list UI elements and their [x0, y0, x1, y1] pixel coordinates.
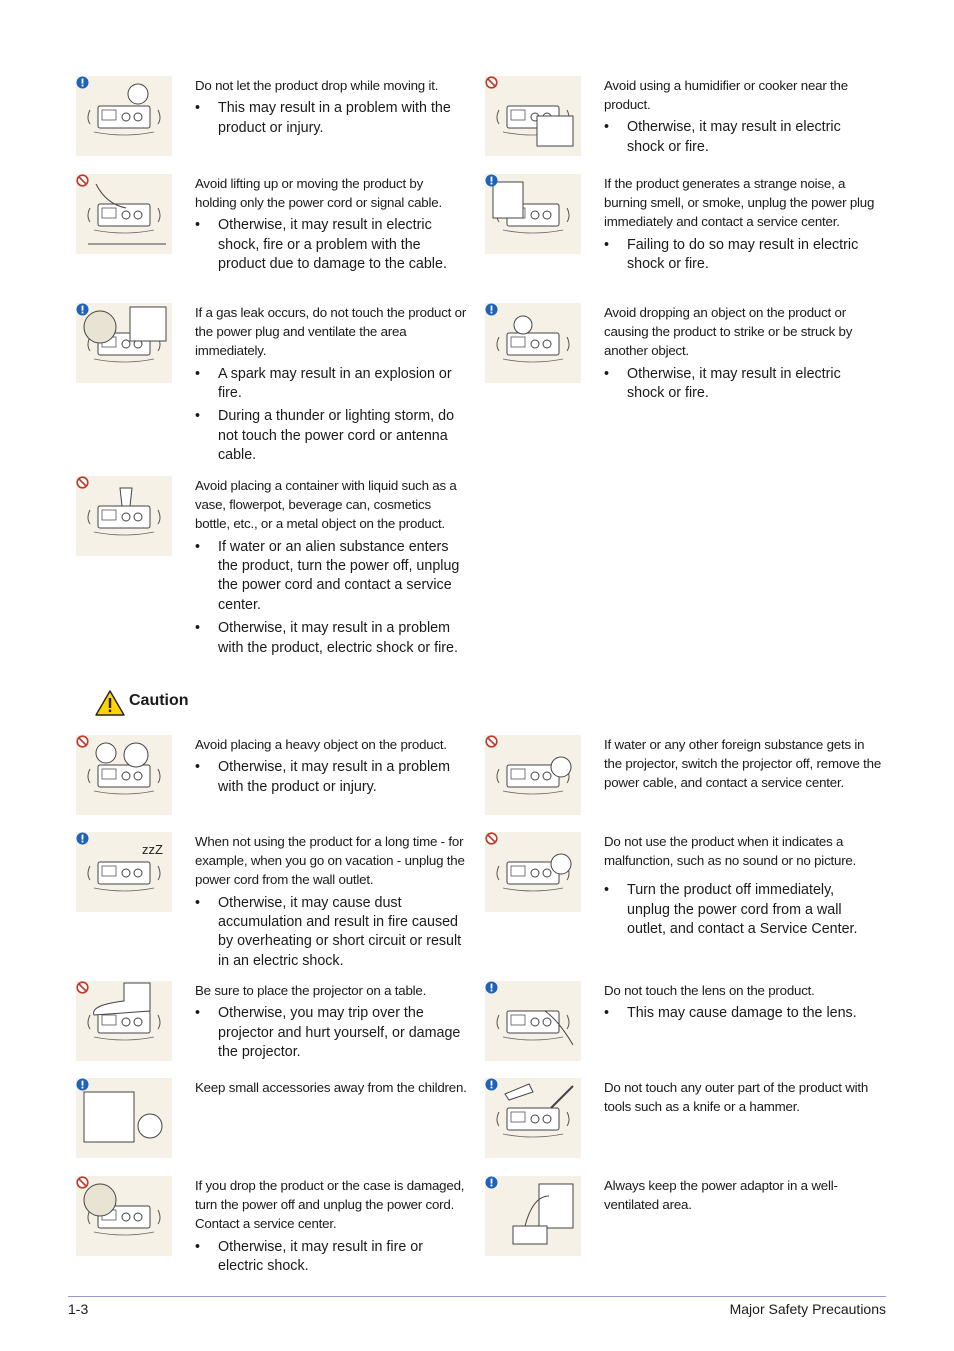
bullet-item: • This may result in a problem with the product or injury.	[195, 100, 451, 136]
bullet-item: • Otherwise, it may result in fire or electric shock.	[195, 1238, 423, 1275]
bullet-item: • Otherwise, it may cause dust accumulation and result in fire caused by overheating or short circuit or result in an electric shock.	[195, 894, 462, 969]
caution-lead: Be sure to place the projector on a table.	[195, 983, 427, 998]
warning-lead: If the product generates a strange noise, a burning smell, or smoke, unplug the power plug immediately and contact a service center.	[604, 176, 875, 230]
caution-lead: Avoid placing a heavy object on the product.	[195, 737, 447, 752]
bullet-item: • A spark may result in an explosion or fire.	[195, 365, 452, 402]
illustration-dropped-product	[76, 1176, 172, 1256]
caution-lead: Do not touch any outer part of the product with tools such as a knife or a hammer.	[604, 1080, 869, 1115]
warning-lead: If a gas leak occurs, do not touch the product or the power plug and ventilate the area immediately.	[195, 305, 467, 359]
illustration-long-time-unused	[76, 832, 172, 912]
illustration-place-on-table	[76, 981, 172, 1061]
illustration-liquid-container	[76, 476, 172, 556]
warning-lead: Avoid placing a container with liquid such as a vase, flowerpot, beverage can, cosmetics bottle, etc., or a metal object on the product.	[195, 478, 457, 532]
prohibited-icon	[485, 76, 498, 89]
illustration-humidifier	[485, 76, 581, 156]
caution-lead: If you drop the product or the case is damaged, turn the power off and unplug the power cord. Contact a service center.	[195, 1178, 465, 1232]
info-icon	[485, 981, 498, 994]
prohibited-icon	[485, 832, 498, 845]
caution-lead: If water or any other foreign substance gets in the projector, switch the projector off, remove the power cable, and contact a service center.	[604, 737, 882, 791]
illustration-tools	[485, 1078, 581, 1158]
caution-lead: Keep small accessories away from the children.	[195, 1080, 467, 1095]
illustration-heavy-object	[76, 735, 172, 815]
section-title: Major Safety Precautions	[729, 1301, 886, 1317]
svg-text:zzZ: zzZ	[142, 842, 163, 857]
prohibited-icon	[76, 476, 89, 489]
bullet-item: • Otherwise, it may result in a problem with the product, electric shock or fire.	[195, 620, 458, 656]
info-icon	[485, 174, 498, 187]
prohibited-icon	[485, 735, 498, 748]
page-number: 1-3	[68, 1301, 89, 1317]
prohibited-icon	[76, 174, 89, 187]
caution-lead: When not using the product for a long time - for example, when you go on vacation - unplug the power cord from the wall outlet.	[195, 834, 465, 888]
bullet-item: • This may cause damage to the lens.	[604, 1005, 857, 1022]
warning-triangle-icon	[95, 690, 125, 716]
illustration-dropping-object	[485, 303, 581, 383]
warning-lead: Do not let the product drop while moving it.	[195, 78, 439, 93]
illustration-gas-leak	[76, 303, 172, 383]
illustration-strange-noise	[485, 174, 581, 254]
illustration-power-adaptor	[485, 1176, 581, 1256]
footer-rule	[68, 1296, 886, 1297]
bullet-item: • Otherwise, it may result in electric shock or fire.	[604, 119, 841, 155]
warning-lead: Avoid using a humidifier or cooker near the product.	[604, 78, 848, 113]
info-icon	[485, 303, 498, 316]
info-icon	[485, 1176, 498, 1189]
bullet-item: • During a thunder or lighting storm, do not touch the power cord or antenna cable.	[195, 408, 455, 464]
bullet-item: • If water or an alien substance enters the product, turn the power off, unplug the power cord and contact a service center.	[195, 538, 460, 613]
info-icon	[485, 1078, 498, 1091]
bullet-item: • Otherwise, it may result in electric shock, fire or a problem with the product due to damage to the cable.	[195, 217, 447, 273]
illustration-malfunction	[485, 832, 581, 912]
info-icon	[76, 303, 89, 316]
bullet-item: • Otherwise, it may result in a problem with the product or injury.	[195, 759, 451, 795]
bullet-item: • Failing to do so may result in electric shock or fire.	[604, 236, 859, 273]
warning-lead: Avoid lifting up or moving the product by holding only the power cord or signal cable.	[195, 176, 442, 211]
caution-label: Caution	[129, 692, 189, 709]
warning-lead: Avoid dropping an object on the product or causing the product to strike or be struck by another object.	[604, 305, 853, 359]
info-icon	[76, 76, 89, 89]
caution-lead: Always keep the power adaptor in a well-ventilated area.	[604, 1178, 838, 1213]
illustration-drop	[76, 76, 172, 156]
illustration-lifting-cord	[76, 174, 172, 254]
bullet-item: • Otherwise, it may result in electric shock or fire.	[604, 365, 841, 402]
illustration-lens	[485, 981, 581, 1061]
prohibited-icon	[76, 735, 89, 748]
illustration-small-accessories	[76, 1078, 172, 1158]
bullet-item: • Otherwise, you may trip over the projector and hurt yourself, or damage the projector.	[195, 1005, 461, 1061]
info-icon	[76, 832, 89, 845]
bullet-item: • Turn the product off immediately, unplug the power cord from a wall outlet, and contact a Service Center.	[604, 882, 858, 938]
illustration-foreign-substance	[485, 735, 581, 815]
prohibited-icon	[76, 981, 89, 994]
info-icon	[76, 1078, 89, 1091]
prohibited-icon	[76, 1176, 89, 1189]
caution-lead: Do not use the product when it indicates a malfunction, such as no sound or no picture.	[604, 834, 857, 869]
caution-lead: Do not touch the lens on the product.	[604, 983, 815, 998]
